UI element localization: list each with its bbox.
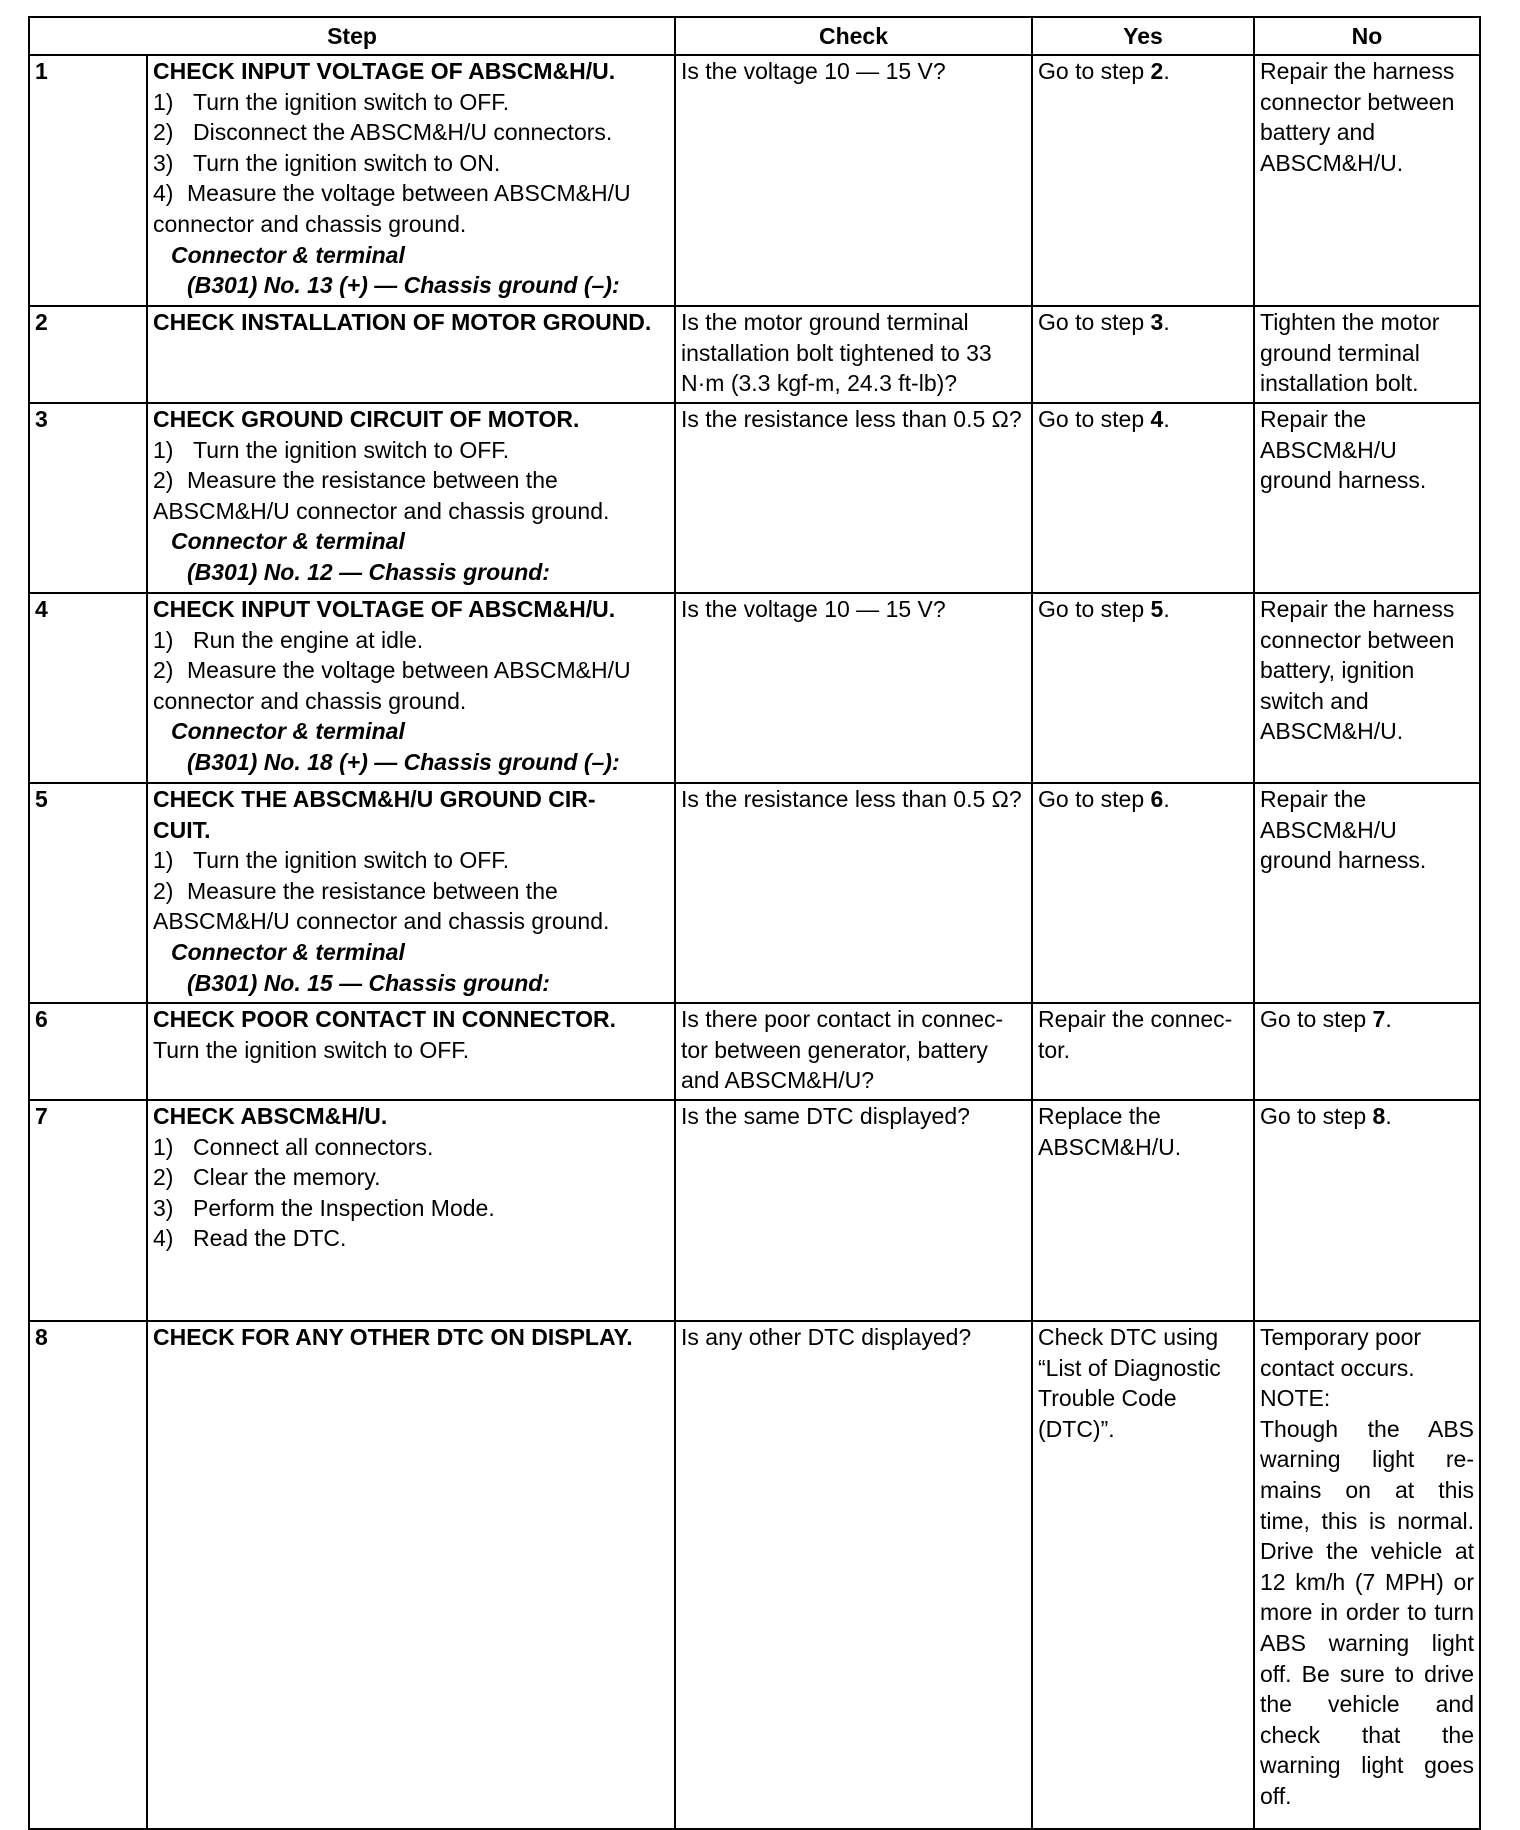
no-action: Repair the ABSCM&H/U ground harness. [1254, 403, 1480, 593]
step-description [147, 783, 675, 1003]
substep-text: Clear the memory. [193, 1164, 381, 1191]
header-step: Step [29, 17, 675, 55]
step-description [147, 55, 675, 306]
check-question: Is the resistance less than 0.5 Ω? [675, 783, 1032, 1003]
yes-action [1032, 55, 1254, 306]
step-title: CHECK THE ABSCM&H/U GROUND CIR-CUIT. [153, 786, 596, 843]
connector-terminal-label: Connector & terminal [171, 241, 405, 268]
substep [153, 1193, 669, 1224]
no-action-text: Go to step [1260, 1006, 1373, 1032]
substep [153, 465, 669, 526]
yes-step-ref: 5 [1150, 596, 1164, 622]
yes-action-text: Go to step [1038, 596, 1151, 622]
connector-terminal-value: (B301) No. 12 — Chassis ground: [187, 558, 550, 585]
substep-text: Connect all connectors. [193, 1133, 434, 1160]
yes-action [1032, 783, 1254, 1003]
note-text: Though the ABS warning light re-mains on at this time, this is normal. Drive the vehicle at 12 km/h (7 MPH) or more in order to turn ABS warning light off. Be sure to drive the vehicle and check that the warning light goes off. [1260, 1415, 1474, 1809]
substep-number: 2) [153, 657, 174, 684]
connector-terminal-value: (B301) No. 15 — Chassis ground: [187, 969, 550, 996]
substep-text: Perform the Inspection Mode. [193, 1194, 495, 1221]
no-action: Repair the harness connector between battery and ABSCM&H/U. [1254, 55, 1480, 306]
step-description [147, 593, 675, 783]
connector-terminal-label: Connector & terminal [171, 528, 405, 555]
step-number: 6 [29, 1003, 147, 1100]
step-title: CHECK POOR CONTACT IN CONNECTOR. [153, 1006, 616, 1032]
substep-text: Turn the ignition switch to OFF. [193, 436, 510, 463]
diagnostic-table-wrapper [28, 16, 1479, 1830]
no-step-ref: 8 [1372, 1103, 1386, 1129]
header-yes: Yes [1032, 17, 1254, 55]
connector-terminal-value: (B301) No. 18 (+) — Chassis ground (–): [187, 748, 620, 775]
step-description [147, 306, 675, 403]
substep-number: 2) [153, 119, 174, 146]
yes-step-ref: 6 [1150, 786, 1164, 812]
table-row [29, 593, 1480, 783]
substep-text: Measure the voltage between ABSCM&H/U connector and chassis ground. [153, 657, 631, 714]
step-title: CHECK ABSCM&H/U. [153, 1103, 388, 1129]
substep-text: Disconnect the ABSCM&H/U connectors. [193, 119, 613, 146]
table-row [29, 783, 1480, 1003]
check-question: Is the same DTC displayed? [675, 1100, 1032, 1321]
yes-action-text: Go to step [1038, 309, 1151, 335]
substep-text: Read the DTC. [193, 1225, 347, 1252]
substep [153, 178, 669, 239]
table-row [29, 1321, 1480, 1829]
no-action [1254, 1321, 1480, 1829]
header-check: Check [675, 17, 1032, 55]
yes-action: Repair the connec-tor. [1032, 1003, 1254, 1100]
check-question: Is the voltage 10 — 15 V? [675, 55, 1032, 306]
header-no: No [1254, 17, 1480, 55]
substep-text: Measure the voltage between ABSCM&H/U connector and chassis ground. [153, 180, 631, 237]
step-title: CHECK FOR ANY OTHER DTC ON DISPLAY. [153, 1324, 633, 1350]
no-action: Repair the ABSCM&H/U ground harness. [1254, 783, 1480, 1003]
substep-number: 1) [153, 1133, 174, 1160]
table-row [29, 55, 1480, 306]
check-question: Is the motor ground terminal installation bolt tightened to 33 N·m (3.3 kgf-m, 24.3 ft-lb)? [675, 306, 1032, 403]
yes-action-text: Go to step [1038, 58, 1151, 84]
step-description [147, 1321, 675, 1829]
no-action: Repair the harness connector between battery, ignition switch and ABSCM&H/U. [1254, 593, 1480, 783]
yes-action-suffix: . [1163, 58, 1170, 84]
table-row [29, 306, 1480, 403]
substep [153, 435, 669, 466]
step-title: CHECK INSTALLATION OF MOTOR GROUND. [153, 309, 652, 335]
check-question: Is the voltage 10 — 15 V? [675, 593, 1032, 783]
connector-terminal-value: (B301) No. 13 (+) — Chassis ground (–): [187, 272, 620, 299]
substep-text: Measure the resistance between the ABSCM&H/U connector and chassis ground. [153, 467, 610, 524]
substep-number: 1) [153, 88, 174, 115]
no-action-suffix: . [1385, 1103, 1392, 1129]
step-description [147, 1003, 675, 1100]
substep-number: 2) [153, 877, 174, 904]
substep [153, 655, 669, 716]
yes-action-suffix: . [1163, 786, 1170, 812]
substep [153, 625, 669, 656]
substep [153, 117, 669, 148]
substep-number: 4) [153, 1225, 174, 1252]
substep [153, 876, 669, 937]
substep-text: Run the engine at idle. [193, 626, 424, 653]
substep-number: 3) [153, 149, 174, 176]
yes-action-suffix: . [1163, 309, 1170, 335]
yes-action-suffix: . [1163, 596, 1170, 622]
no-step-ref: 7 [1372, 1006, 1386, 1032]
yes-step-ref: 2 [1150, 58, 1164, 84]
yes-action-suffix: . [1163, 406, 1170, 432]
yes-action-text: Go to step [1038, 406, 1151, 432]
step-number: 7 [29, 1100, 147, 1321]
check-question: Is there poor contact in connec-tor between generator, battery and ABSCM&H/U? [675, 1003, 1032, 1100]
yes-action: Check DTC using “List of Diagnostic Trouble Code (DTC)”. [1032, 1321, 1254, 1829]
table-row [29, 1003, 1480, 1100]
step-number: 4 [29, 593, 147, 783]
step-number: 2 [29, 306, 147, 403]
table-row [29, 403, 1480, 593]
connector-terminal-label: Connector & terminal [171, 938, 405, 965]
step-title: CHECK GROUND CIRCUIT OF MOTOR. [153, 406, 580, 432]
yes-step-ref: 3 [1150, 309, 1164, 335]
check-question: Is the resistance less than 0.5 Ω? [675, 403, 1032, 593]
step-number: 1 [29, 55, 147, 306]
substep-text: Turn the ignition switch to OFF. [193, 847, 510, 874]
no-action-text: Go to step [1260, 1103, 1373, 1129]
substep-text: Measure the resistance between the ABSCM&H/U connector and chassis ground. [153, 877, 610, 935]
connector-terminal-label: Connector & terminal [171, 718, 405, 745]
step-description [147, 1100, 675, 1321]
substep-number: 2) [153, 1164, 174, 1191]
step-number: 3 [29, 403, 147, 593]
no-action [1254, 1003, 1480, 1100]
yes-step-ref: 4 [1150, 406, 1164, 432]
no-action-suffix: . [1385, 1006, 1392, 1032]
table-row [29, 1100, 1480, 1321]
step-title: CHECK INPUT VOLTAGE OF ABSCM&H/U. [153, 58, 616, 84]
substep-number: 1) [153, 436, 174, 463]
check-question: Is any other DTC displayed? [675, 1321, 1032, 1829]
step-number: 5 [29, 783, 147, 1003]
substep [153, 1223, 669, 1254]
yes-action [1032, 593, 1254, 783]
substep-number: 3) [153, 1194, 174, 1221]
substep-text: Turn the ignition switch to OFF. [193, 88, 510, 115]
substep-number: 1) [153, 626, 174, 653]
yes-action [1032, 403, 1254, 593]
substep [153, 845, 669, 876]
step-title: CHECK INPUT VOLTAGE OF ABSCM&H/U. [153, 596, 616, 622]
no-action [1254, 1100, 1480, 1321]
yes-action-text: Go to step [1038, 786, 1151, 812]
yes-action [1032, 306, 1254, 403]
substep [153, 87, 669, 118]
no-action-text: Temporary poor contact occurs. [1260, 1324, 1422, 1381]
no-action: Tighten the motor ground terminal installation bolt. [1254, 306, 1480, 403]
step-instruction: Turn the ignition switch to OFF. [153, 1036, 470, 1063]
note-label: NOTE: [1260, 1385, 1331, 1412]
table-header-row [29, 17, 1480, 55]
substep [153, 148, 669, 179]
substep-number: 2) [153, 467, 174, 494]
substep-text: Turn the ignition switch to ON. [193, 149, 501, 176]
step-description [147, 403, 675, 593]
yes-action: Replace the ABSCM&H/U. [1032, 1100, 1254, 1321]
diagnostic-table [28, 16, 1481, 1830]
substep [153, 1162, 669, 1193]
step-number: 8 [29, 1321, 147, 1829]
substep [153, 1132, 669, 1163]
substep-number: 4) [153, 180, 174, 207]
substep-number: 1) [153, 847, 174, 874]
